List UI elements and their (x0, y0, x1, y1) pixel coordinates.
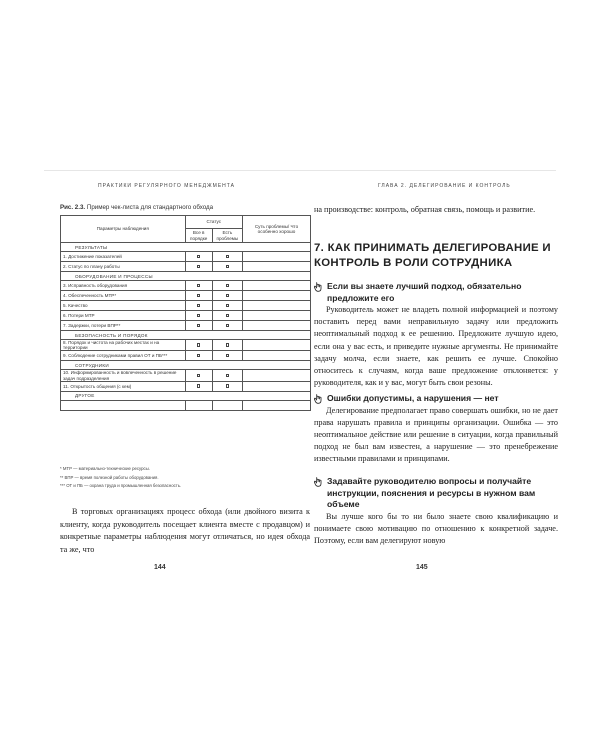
problem-cell (212, 340, 242, 351)
table-row (61, 281, 311, 291)
ok-cell (185, 340, 212, 351)
checkbox[interactable] (197, 384, 201, 388)
table-row (61, 351, 311, 361)
table-row (61, 252, 311, 262)
subsection-body: Делегирование предполагает право совершать ошибки, но не дает права нарушать правила и принципы организации. Ошибка — это неоптимальное действие или решение в ситуации, когда правильный подход не был вам известен, а нарушение — это пренебрежение известными правилами и принципами. (314, 405, 558, 464)
note-cell (243, 321, 311, 331)
body-paragraph: В торговых организациях процесс обхода (или двойного визита к клиенту, когда руководитель посещает клиента вместе с продавцом) и конкретные параметры наблюдения могут отличаться, но идея обхода та же, что (60, 507, 310, 554)
ok-cell (185, 351, 212, 361)
problem-cell (212, 321, 242, 331)
ok-cell (185, 370, 212, 381)
table-row (61, 262, 311, 272)
checkbox[interactable] (226, 294, 230, 298)
problem-cell (212, 262, 242, 272)
section-label: ДРУГОЕ (61, 391, 311, 400)
running-head: ГЛАВА 2. ДЕЛЕГИРОВАНИЕ И КОНТРОЛЬ (378, 183, 511, 189)
header-param: Параметры наблюдения (61, 216, 186, 243)
subsection-body: Руководитель может не владеть полной информацией и поэтому поставить перед вами неправильную задачу или предложить неоптимальный подход к ее решению. Предложите лучшую идею, если она у вас есть, и приведите нужные аргументы. Не принимайте задачу молча, если знаете, как решить ее лучше. Спокойно относитесь к случаям, когда ваше предложение отклоняется: у руководителя, как и у вас, могут быть свои резоны. (314, 305, 558, 388)
checkbox[interactable] (197, 255, 201, 259)
ok-cell (185, 381, 212, 391)
checkbox[interactable] (226, 374, 230, 378)
ok-cell (185, 400, 212, 410)
note-cell (243, 381, 311, 391)
page-number: 145 (416, 564, 428, 571)
param-cell: 5. Качество (61, 301, 186, 311)
subsection-heading: Ошибки допустимы, а нарушения — нет (327, 393, 499, 403)
subsection (314, 393, 558, 466)
checkbox[interactable] (197, 294, 201, 298)
problem-cell (212, 351, 242, 361)
header-ok: Все в порядке (185, 229, 212, 243)
param-cell: 10. Информированность и вовлеченность в решение задач подразделения (61, 370, 186, 381)
param-cell: 3. Исправность оборудования (61, 281, 186, 291)
section-label: ОБОРУДОВАНИЕ И ПРОЦЕССЫ (61, 272, 311, 281)
checkbox[interactable] (226, 284, 230, 288)
note-cell (243, 370, 311, 381)
note-cell (243, 351, 311, 361)
problem-cell (212, 381, 242, 391)
checkbox[interactable] (197, 343, 201, 347)
note-cell (243, 340, 311, 351)
pointing-hand-icon (314, 394, 323, 404)
ok-cell (185, 301, 212, 311)
table-row (61, 400, 311, 410)
checkbox[interactable] (197, 304, 201, 308)
ok-cell (185, 262, 212, 272)
checkbox[interactable] (226, 265, 230, 269)
table-section-row (61, 361, 311, 370)
footnote: *** ОТ и ПБ — охрана труда и промышленная безопасность. (60, 483, 182, 488)
note-cell (243, 252, 311, 262)
param-cell: 1. Достижение показателей (61, 252, 186, 262)
ok-cell (185, 321, 212, 331)
ok-cell (185, 281, 212, 291)
note-cell (243, 400, 311, 410)
table-row (61, 301, 311, 311)
checklist-body (61, 243, 311, 411)
checkbox[interactable] (226, 304, 230, 308)
note-cell (243, 281, 311, 291)
checkbox[interactable] (197, 265, 201, 269)
table-section-row (61, 331, 311, 340)
figure-caption (60, 204, 213, 211)
subsection (314, 476, 558, 547)
param-cell: 4. Обеспеченность МТР* (61, 291, 186, 301)
note-cell (243, 311, 311, 321)
checkbox[interactable] (226, 354, 230, 358)
pointing-hand-icon (314, 477, 323, 487)
param-cell: 6. Потери МТР (61, 311, 186, 321)
problem-cell (212, 252, 242, 262)
subsection-heading: Если вы знаете лучший подход, обязательно предложите его (327, 281, 522, 303)
note-cell (243, 301, 311, 311)
checkbox[interactable] (226, 343, 230, 347)
table-row (61, 340, 311, 351)
running-head: ПРАКТИКИ РЕГУЛЯРНОГО МЕНЕДЖМЕНТА (98, 183, 235, 189)
checkbox[interactable] (197, 314, 201, 318)
ok-cell (185, 311, 212, 321)
problem-cell (212, 400, 242, 410)
param-cell: 9. Соблюдение сотрудниками правил ОТ и ПБ*** (61, 351, 186, 361)
left-page (44, 171, 310, 571)
right-page (306, 171, 558, 571)
checkbox[interactable] (197, 284, 201, 288)
footnote: * МТР — материально-технические ресурсы. (60, 466, 150, 471)
figure-title: Пример чек-листа для стандартного обхода (86, 204, 214, 211)
problem-cell (212, 291, 242, 301)
table-row (61, 291, 311, 301)
checkbox[interactable] (197, 324, 201, 328)
table-row (61, 370, 311, 381)
section-label: СОТРУДНИКИ (61, 361, 311, 370)
subsection (314, 281, 558, 389)
param-cell: 7. Задержки, потери ВПР** (61, 321, 186, 331)
subsection-heading: Задавайте руководителю вопросы и получайте инструкции, пояснения и ресурсы в нужном вам объеме (327, 476, 536, 509)
table-section-row (61, 391, 311, 400)
problem-cell (212, 311, 242, 321)
checkbox[interactable] (226, 324, 230, 328)
checkbox[interactable] (226, 255, 230, 259)
section-title: 7. КАК ПРИНИМАТЬ ДЕЛЕГИРОВАНИЕ И КОНТРОЛЬ В РОЛИ СОТРУДНИКА (314, 242, 551, 269)
header-status: Статус (185, 216, 242, 229)
book-spread (44, 170, 558, 571)
footnote: ** ВПР — время полезной работы оборудования. (60, 474, 159, 480)
section-label: РЕЗУЛЬТАТЫ (61, 243, 311, 252)
checkbox[interactable] (197, 354, 201, 358)
continuation-text: на производстве: контроль, обратная связь, помощь и развитие. (314, 205, 536, 214)
param-cell (61, 400, 186, 410)
problem-cell (212, 370, 242, 381)
header-why: Суть проблемы/ Что особенно хорошо (243, 216, 311, 243)
checkbox[interactable] (226, 314, 230, 318)
note-cell (243, 262, 311, 272)
checklist-table (60, 215, 311, 411)
problem-cell (212, 281, 242, 291)
page-number: 144 (154, 564, 166, 571)
table-row (61, 311, 311, 321)
ok-cell (185, 291, 212, 301)
table-section-row (61, 243, 311, 252)
header-problems: Есть проблемы (212, 229, 242, 243)
table-section-row (61, 272, 311, 281)
checkbox[interactable] (197, 374, 201, 378)
footnotes (60, 465, 181, 491)
subsection-body: Вы лучше кого бы то ни было знаете свою квалификацию и понимаете свою мотивацию по отношению к конкретной задаче. Поэтому, если вам делегируют новую (314, 511, 558, 545)
param-cell: 2. Статус по плану работы (61, 262, 186, 272)
note-cell (243, 291, 311, 301)
checkbox[interactable] (226, 384, 230, 388)
param-cell: 8. Порядок и чистота на рабочих местах и на территории (61, 340, 186, 351)
table-row (61, 381, 311, 391)
ok-cell (185, 252, 212, 262)
figure-label: Рис. 2.3. (60, 204, 86, 211)
problem-cell (212, 301, 242, 311)
table-row (61, 321, 311, 331)
param-cell: 11. Открытость общения (с кем) (61, 381, 186, 391)
pointing-hand-icon (314, 282, 323, 292)
section-label: БЕЗОПАСНОСТЬ И ПОРЯДОК (61, 331, 311, 340)
